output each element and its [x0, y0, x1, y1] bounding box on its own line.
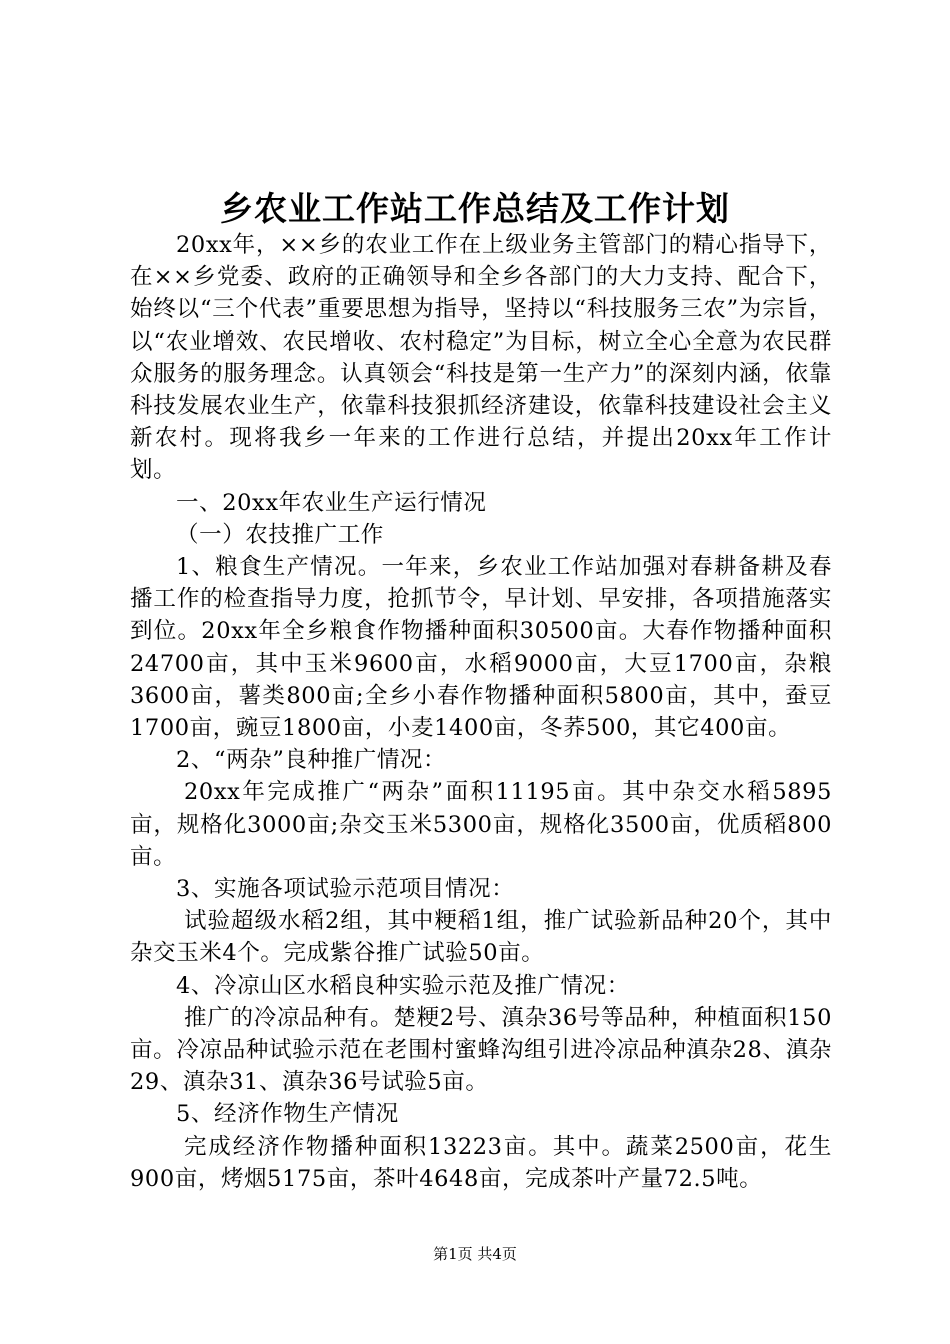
item-heading: 5、经济作物生产情况	[176, 1101, 399, 1128]
document-body	[130, 229, 832, 1195]
grain-production-paragraph: 1、粮食生产情况。一年来，乡农业工作站加强对春耕备耕及春播工作的检查指导力度，抢抓节令，早计划、早安排，各项措施落实到位。20xx年全乡粮食作物播种面积30500亩。大春作物播种面积24700亩，其中玉米9600亩，水稻9000亩，大豆1700亩，杂粮3600亩，薯类800亩;全乡小春作物播种面积5800亩，其中，蚕豆1700亩，豌豆1800亩，小麦1400亩，冬荞500，其它400亩。	[130, 554, 832, 742]
cash-crop-paragraph: 完成经济作物播种面积13223亩。其中。蔬菜2500亩，花生900亩，烤烟5175亩，茶叶4648亩，完成茶叶产量72.5吨。	[130, 1133, 832, 1192]
page-title: 乡农业工作站工作总结及工作计划	[220, 189, 730, 228]
page-number: 第1页 共4页	[433, 1245, 517, 1263]
intro-paragraph: 20xx年，××乡的农业工作在上级业务主管部门的精心指导下，在××乡党委、政府的正确领导和全乡各部门的大力支持、配合下，始终以“三个代表”重要思想为指导，坚持以“科技服务三农”为宗旨，以“农业增效、农民增收、农村稳定”为目标，树立全心全意为农民群众服务的服务理念。认真领会“科技是第一生产力”的深刻内涵，依靠科技发展农业生产，依靠科技狠抓经济建设，依靠科技建设社会主义新农村。现将我乡一年来的工作进行总结，并提出20xx年工作计划。	[130, 232, 832, 484]
item-heading: 2、“两杂”良种推广情况：	[176, 747, 447, 774]
hybrid-promotion-paragraph: 20xx年完成推广“两杂”面积11195亩。其中杂交水稻5895亩，规格化3000亩;杂交玉米5300亩，规格化3500亩，优质稻800亩。	[130, 779, 832, 870]
trial-project-paragraph: 试验超级水稻2组，其中粳稻1组，推广试验新品种20个，其中杂交玉米4个。完成紫谷推广试验50亩。	[130, 908, 832, 967]
cold-region-paragraph: 推广的冷凉品种有。楚粳2号、滇杂36号等品种，种植面积150亩。冷凉品种试验示范在老围村蜜蜂沟组引进冷凉品种滇杂28、滇杂29、滇杂31、滇杂36号试验5亩。	[130, 1004, 832, 1096]
section-heading: 一、20xx年农业生产运行情况	[176, 489, 487, 516]
item-heading: 3、实施各项试验示范项目情况：	[176, 876, 515, 903]
subsection-heading: （一）农技推广工作	[176, 521, 384, 548]
item-heading: 4、冷凉山区水稻良种实验示范及推广情况：	[176, 972, 630, 999]
